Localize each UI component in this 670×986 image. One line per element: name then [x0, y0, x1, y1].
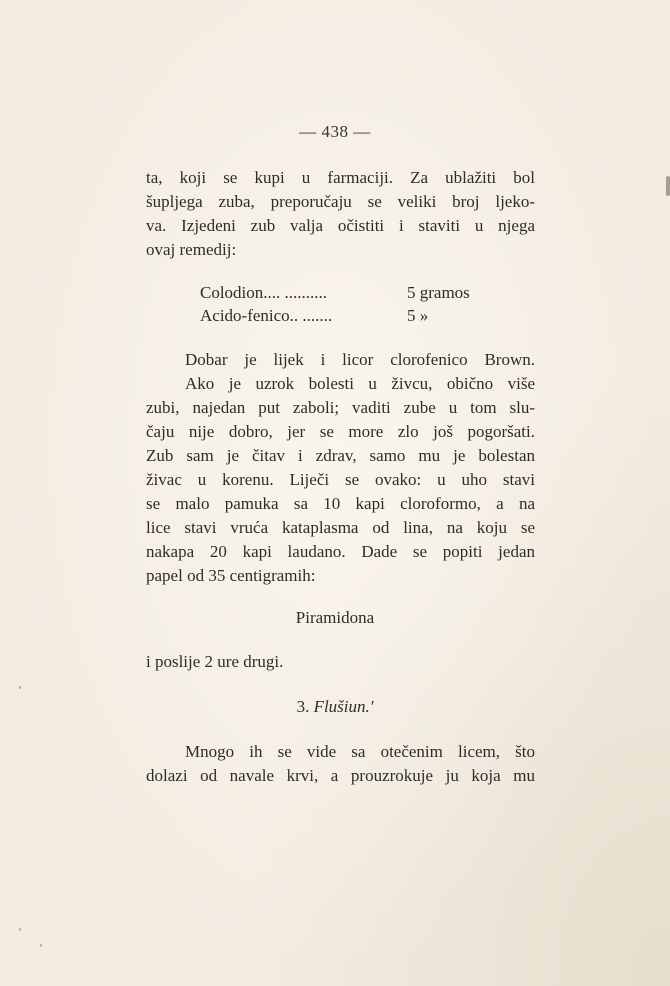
- paper-speck: [19, 686, 21, 689]
- text-line: se malo pamuka sa 10 kapi cloroformo, a na: [146, 494, 535, 513]
- text-line: zubi, najedan put zaboli; vaditi zube u tom slu-: [146, 398, 535, 417]
- page-number: — 438 —: [299, 122, 371, 141]
- section-title: Flušiun.': [313, 697, 374, 716]
- text-line: šupljega zuba, preporučaju se veliki broj ljeko-: [146, 192, 535, 211]
- text-line: i poslije 2 ure drugi.: [146, 652, 284, 671]
- recipe-ingredient-quantity: 5 gramos: [407, 283, 470, 302]
- text-line: Mnogo ih se vide sa otečenim licem, što: [185, 742, 535, 761]
- paper-speck: [19, 928, 21, 931]
- text-line: živac u korenu. Liječi se ovako: u uho stavi: [146, 470, 535, 489]
- recipe-ingredient-name: Acido-fenico.. .......: [200, 306, 333, 325]
- text-line: Ako je uzrok bolesti u živcu, obično više: [185, 374, 535, 393]
- text-line: čaju nije dobro, jer se more zlo još pogoršati.: [146, 422, 535, 441]
- text-line: Dobar je lijek i licor clorofenico Brown.: [185, 350, 535, 369]
- text-line: va. Izjedeni zub valja očistiti i staviti u njega: [146, 216, 535, 235]
- text-line: Zub sam je čitav i zdrav, samo mu je bolestan: [146, 446, 535, 465]
- section-number: 3.: [296, 697, 310, 716]
- text-line: dolazi od navale krvi, a prouzrokuje ju koja mu: [146, 766, 535, 785]
- recipe-ingredient-name: Colodion.... ..........: [200, 283, 328, 302]
- recipe-ingredient-quantity: 5 »: [407, 306, 429, 325]
- text-line: ovaj remedij:: [146, 240, 237, 259]
- text-line: ta, koji se kupi u farmaciji. Za ublažiti bol: [146, 168, 535, 187]
- paper-speck: [40, 944, 42, 947]
- text-line: nakapa 20 kapi laudano. Dade se popiti jedan: [146, 542, 535, 561]
- section-heading: [0, 697, 670, 717]
- text-line: lice stavi vruća kataplasma od lina, na koju se: [146, 518, 535, 537]
- page-edge-mark: [666, 176, 670, 196]
- prescription-item: Piramidona: [295, 608, 375, 627]
- text-line: papel od 35 centigramih:: [146, 566, 316, 585]
